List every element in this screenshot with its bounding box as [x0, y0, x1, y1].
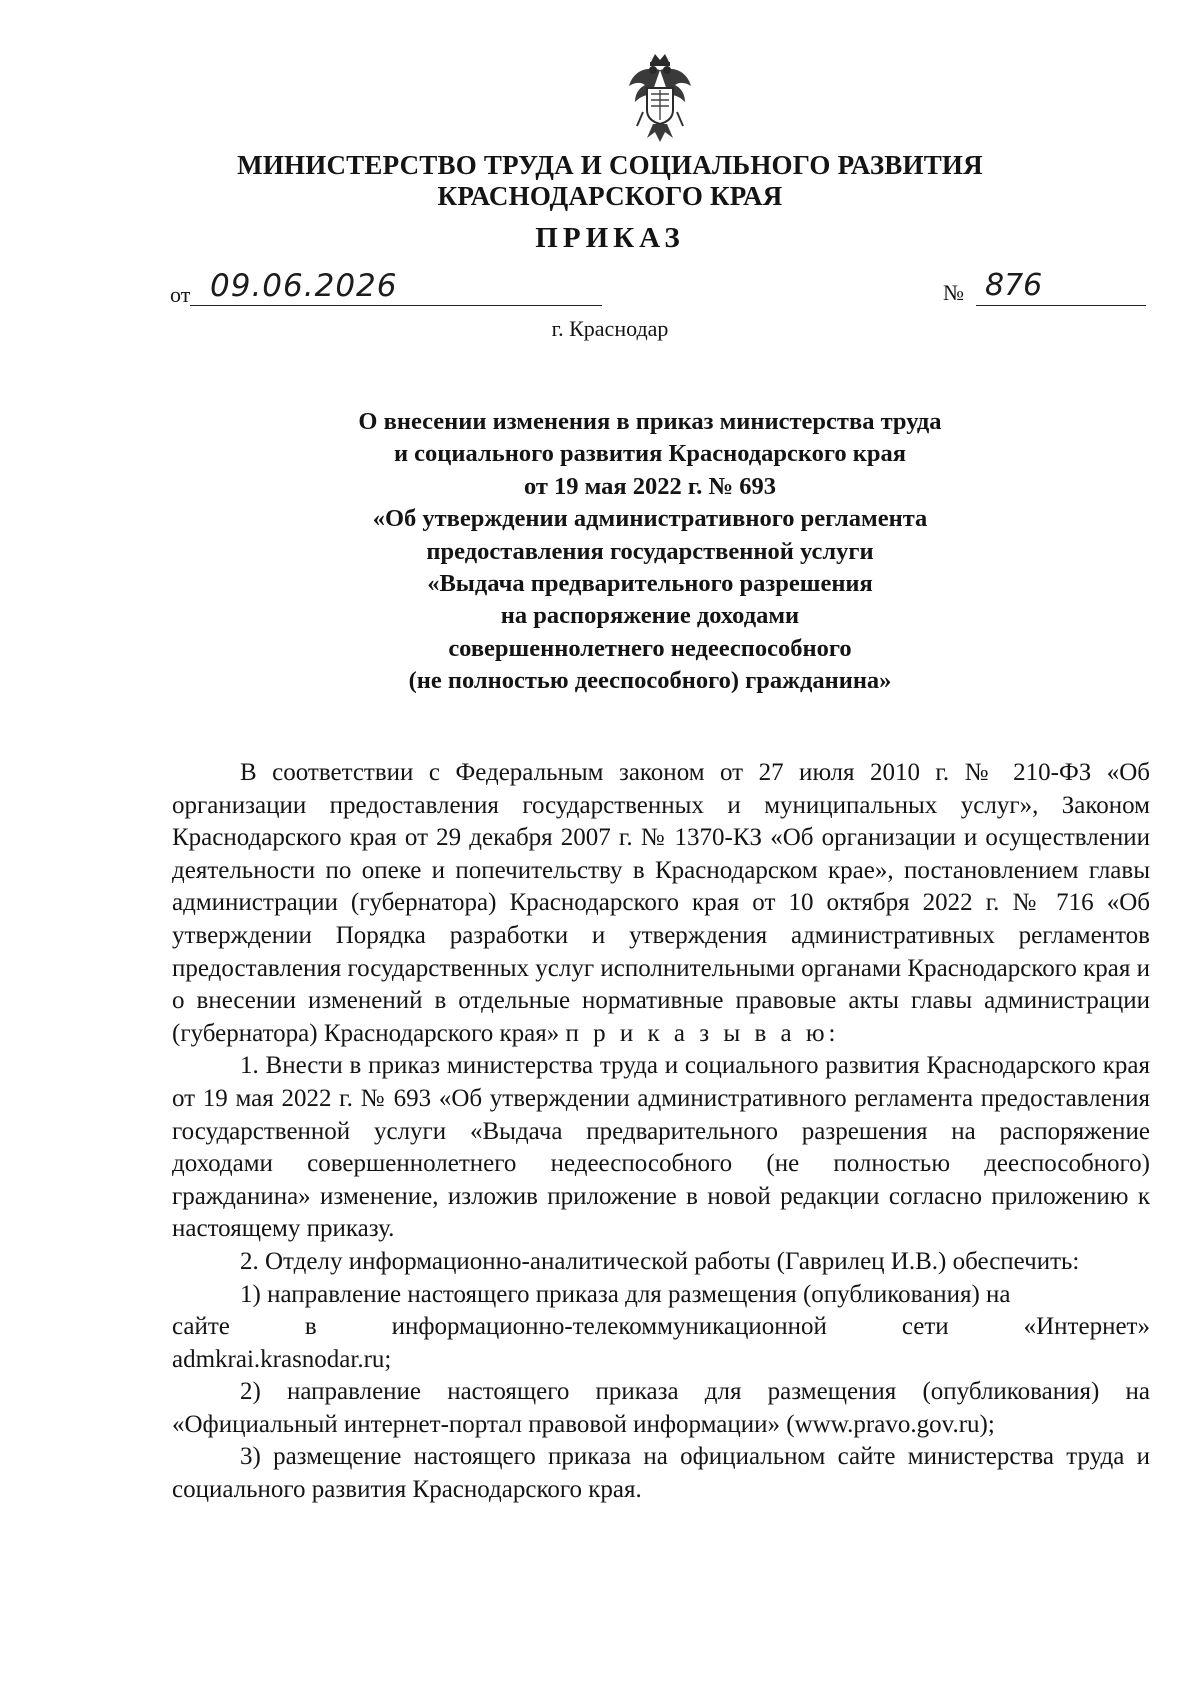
item-2-1-line-3: admkrai.krasnodar.ru;: [172, 1345, 392, 1373]
item-2-1-word: сети: [901, 1313, 949, 1341]
date-underline: [190, 305, 602, 306]
subject-line: совершеннолетнего недееспособного: [448, 634, 852, 662]
handwritten-number: 876: [985, 268, 1043, 303]
ministry-name: [180, 150, 1040, 212]
number-label: №: [943, 280, 964, 305]
date-label: от: [170, 282, 191, 307]
subject-line: «Об утверждении административного регламента: [372, 505, 928, 533]
item-1-paragraph: 1. Внести в приказ министерства труда и социального развития Краснодарского края от 19 мая 2022 г. № 693 «Об утверждении административного регламента предоставления государственной услуги «Выдача предварительного разрешения на распоряжение доходами совершеннолетнего недееспособного (не полностью дееспособного) гражданина» изменение, изложив приложение в новой редакции согласно приложению к настоящему приказу.: [172, 1052, 1150, 1243]
item-2-paragraph: 2. Отделу информационно-аналитической работы (Гаврилец И.В.) обеспечить:: [240, 1247, 1080, 1275]
subject-line: «Выдача предварительного разрешения: [427, 570, 873, 598]
handwritten-date: 09.06.2026: [210, 268, 398, 304]
subject-line: и социального развития Краснодарского края: [393, 440, 907, 468]
item-2-1-word: в: [304, 1313, 317, 1341]
item-2-1-word: информационно-телекоммуникационной: [391, 1313, 827, 1341]
order-word: п р и к а з ы в а ю:: [565, 1019, 840, 1047]
subject-line: на распоряжение доходами: [500, 602, 800, 630]
city: г. Краснодар: [551, 316, 669, 341]
item-2-1-word: сайте: [172, 1313, 230, 1341]
ministry-name-line-2: КРАСНОДАРСКОГО КРАЯ: [437, 181, 783, 211]
subject-line: предоставления государственной услуги: [426, 537, 874, 565]
item-2-1-line-1: 1) направление настоящего приказа для размещения (опубликования) на: [240, 1280, 1011, 1308]
preamble-text: В соответствии с Федеральным законом от 27 июля 2010 г. № 210-ФЗ «Об организации предоставления государственных и муниципальных услуг», Законом Краснодарского края от 29 декабря 2007 г. № 1370-КЗ «Об организации и осуществлении деятельности по опеке и попечительству в Краснодарском крае», постановлением главы администрации (губернатора) Краснодарского края от 10 октября 2022 г. № 716 «Об утверждении Порядка разработки и утверждения административных регламентов предоставления государственных услуг исполнительными органами Краснодарского края и о внесении изменений в отдельные нормативные правовые акты главы администрации (губернатора) Краснодарского края»: [172, 759, 1151, 1047]
ministry-name-line-1: МИНИСТЕРСТВО ТРУДА И СОЦИАЛЬНОГО РАЗВИТИЯ: [237, 150, 983, 180]
subject-line: О внесении изменения в приказ министерства труда: [358, 408, 942, 435]
item-2-1-word: «Интернет»: [1023, 1313, 1150, 1341]
subject-line: от 19 мая 2022 г. № 693: [523, 472, 777, 500]
order-subject: [260, 406, 1040, 698]
item-2-2-paragraph: 2) направление настоящего приказа для размещения (опубликования) на «Официальный интернет-портал правовой информации» (www.pravo.gov.ru);: [172, 1378, 1150, 1438]
preamble-paragraph: [172, 757, 1150, 1050]
subject-line: (не полностью дееспособного) гражданина»: [408, 667, 892, 695]
item-2-3-paragraph: 3) размещение настоящего приказа на официальном сайте министерства труда и социального развития Краснодарского края.: [172, 1443, 1150, 1504]
date-number-row: [170, 268, 1150, 312]
coat-of-arms-icon: [625, 52, 695, 144]
order-body: [172, 757, 1150, 1507]
order-title: ПРИКАЗ: [535, 222, 685, 254]
number-underline: [976, 305, 1146, 306]
item-2-1-line-2: [172, 1311, 1150, 1344]
